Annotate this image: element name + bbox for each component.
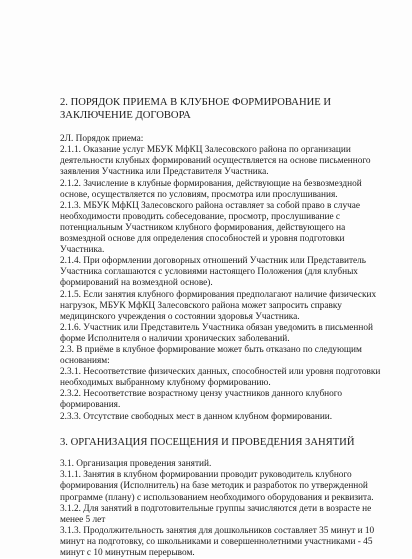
paragraph-3-1-2: 3.1.2. Для занятий в подготовительные группы зачисляются дети в возрасте не менее 5 лет [60, 503, 372, 525]
paragraph-2-3-2: 2.3.2. Несоответствие возрастному цензу участников данного клубного формирования. [60, 389, 343, 411]
paragraph-2-1-6: 2.1.6. Участник или Представитель Участника обязан уведомить в письменной форме Исполнителя о наличии хронических заболеваний. [60, 322, 373, 344]
paragraph-3-1-3: 3.1.3. Продолжительность занятия для дошкольников составляет 35 минут и 10 минут на подготовку, со школьниками и совершеннолетними участниками - 45 минут с 10 минутным перерывом. [60, 525, 375, 558]
section-3-heading: 3. ОРГАНИЗАЦИЯ ПОСЕЩЕНИЯ И ПРОВЕДЕНИЯ ЗАНЯТИЙ [60, 436, 355, 448]
paragraph-2-1: 2Л. Порядок приема: [60, 134, 144, 145]
paragraph-2-1-4: 2.1.4. При оформлении договорных отношений Участник или Представитель Участника соглашаются с условиями настоящего Положения (для клубных формирований на возмездной основе). [60, 256, 367, 289]
section-spacer [60, 423, 384, 434]
paragraph-2-3-1: 2.3.1. Несоответствие физических данных, способностей или уровня подготовки необходимых выбранному клубному формированию. [60, 367, 381, 389]
paragraph-2-1-5: 2.1.5. Если занятия клубного формирования предполагают наличие физических нагрузок, МБУК МфКЦ Залесовского района может запросить справку медицинского учреждения о состоянии здоровья Участника. [60, 289, 377, 322]
section-2-heading: 2. ПОРЯДОК ПРИЕМА В КЛУБНОЕ ФОРМИРОВАНИЕ И ЗАКЛЮЧЕНИЕ ДОГОВОРА [60, 97, 332, 121]
paragraph-3-1: 3.1. Организация проведения занятий. [60, 459, 212, 470]
document-body [60, 97, 384, 559]
paragraph-2-1-3: 2.1.3. МБУК МфКЦ Залесовского района оставляет за собой право в случае необходимости проводить собеседование, просмотр, прослушивание с потенциальным Участником клубного формирования, действующего на возмездной основе для определения способностей и уровня подготовки Участника. [60, 200, 361, 256]
paragraph-3-1-1: 3.1.1. Занятия в клубном формировании проводит руководитель клубного формирования (Исполнитель) на базе методик и разработок по утвержденной программе (плану) с использованием необходимого оборудования и реквизита. [60, 470, 374, 503]
paragraph-2-1-1: 2.1.1. Оказание услуг МБУК МфКЦ Залесовского района по организации деятельности клубных формирований осуществляется на основе письменного заявления Участника или Представителя Участника. [60, 145, 371, 178]
paragraph-2-3: 2.3. В приёме в клубное формирование может быть отказано по следующим основаниям: [60, 344, 362, 367]
paragraph-2-3-3: 2.3.3. Отсутствие свободных мест в данном клубном формировании. [60, 411, 333, 422]
paragraph-2-1-2: 2.1.2. Зачисление в клубные формирования, действующие на безвозмездной основе, осуществляется по условиям, просмотра или прослушивания. [60, 178, 362, 200]
